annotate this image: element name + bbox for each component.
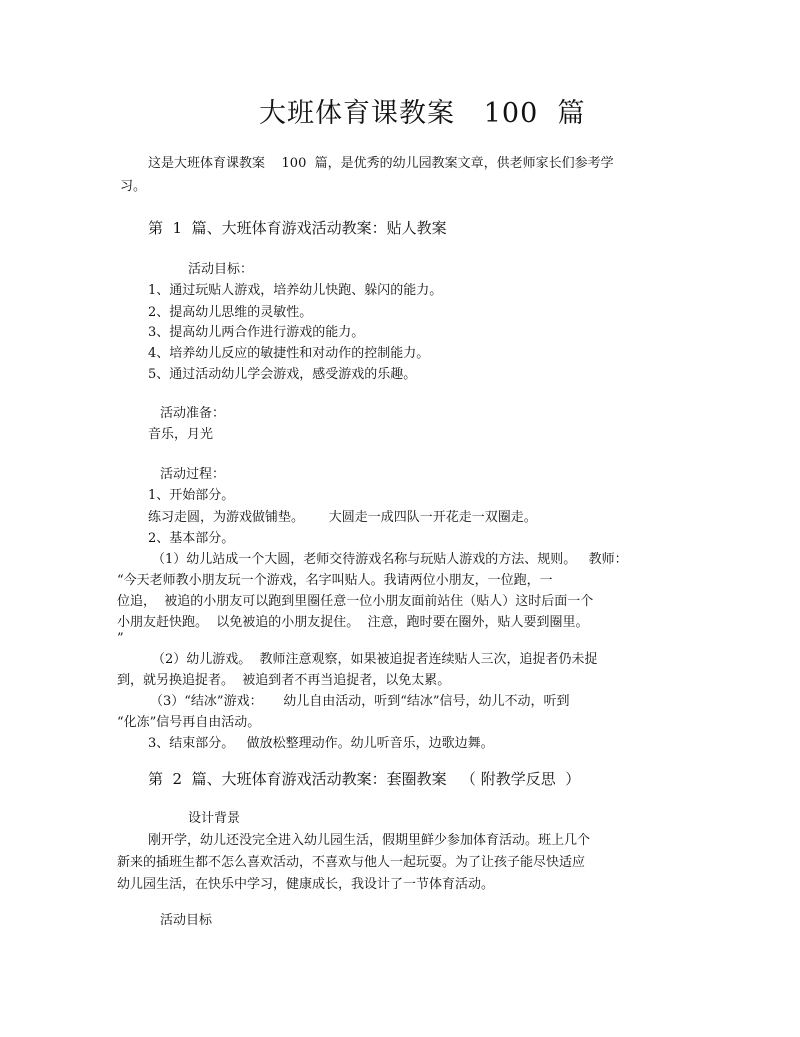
background-line: 新来的插班生都不怎么喜欢活动，不喜欢与他人一起玩耍。为了让孩子能尽快适应	[117, 855, 586, 870]
process-line: “今天老师教小朋友玩一个游戏，名字叫贴人。我请两位小朋友，一位跑，一	[117, 573, 553, 588]
intro-paragraph-line: 这是大班体育课教案 100 篇，是优秀的幼儿园教案文章，供老师家长们参考学	[148, 156, 614, 171]
activity-prep-text: 音乐，月光	[148, 427, 214, 442]
process-line: 练习走圆，为游戏做铺垫。 大圆走一成四队一开花走一双圈走。	[148, 510, 537, 525]
document-title: 大班体育课教案 100 篇	[259, 98, 586, 129]
background-line: 幼儿园生活，在快乐中学习，健康成长，我设计了一节体育活动。	[117, 877, 495, 892]
activity-process-label: 活动过程：	[160, 467, 226, 482]
design-background-label: 设计背景	[188, 811, 241, 826]
process-line: 小朋友赶快跑。 以免被追的小朋友捉住。 注意，跑时要在圈外，贴人要到圈里。	[117, 615, 589, 630]
activity-prep-label: 活动准备：	[160, 406, 226, 421]
section-2-heading: 第 2 篇、大班体育游戏活动教案：套圈教案 （ 附教学反思 ）	[148, 770, 581, 788]
process-line: 位追， 被追的小朋友可以跑到里圈任意一位小朋友面前站住（贴人）这时后面一个	[117, 594, 594, 609]
goal-item: 1、通过玩贴人游戏，培养幼儿快跑、躲闪的能力。	[148, 283, 443, 298]
process-line: 2、基本部分。	[148, 531, 235, 546]
process-line: “化冻”信号再自由活动。	[117, 715, 261, 730]
goal-item: 4、培养幼儿反应的敏捷性和对动作的控制能力。	[148, 346, 430, 361]
intro-paragraph-line: 习。	[120, 179, 147, 194]
background-line: 刚开学，幼儿还没完全进入幼儿园生活，假期里鲜少参加体育活动。班上几个	[148, 833, 591, 848]
process-line: 1、开始部分。	[148, 488, 235, 503]
process-line: （1）幼儿站成一个大圆，老师交待游戏名称与玩贴人游戏的方法、规则。 教师：	[152, 552, 628, 567]
activity-goals-label: 活动目标：	[188, 262, 254, 277]
process-line: 3、结束部分。 做放松整理动作。幼儿听音乐，边歌边舞。	[148, 736, 494, 751]
goal-item: 2、提高幼儿思维的灵敏性。	[148, 305, 313, 320]
section-1-heading: 第 1 篇、大班体育游戏活动教案：贴人教案	[148, 219, 447, 237]
process-line: ”	[117, 631, 124, 646]
process-line: （2）幼儿游戏。 教师注意观察，如果被追捉者连续贴人三次，追捉者仍未捉	[152, 652, 598, 667]
section-2-goals-label: 活动目标	[160, 913, 213, 928]
goal-item: 5、通过活动幼儿学会游戏，感受游戏的乐趣。	[148, 367, 417, 382]
goal-item: 3、提高幼儿两合作进行游戏的能力。	[148, 325, 365, 340]
process-line: 到，就另换追捉者。 被追到者不再当追捉者，以免太累。	[117, 673, 451, 688]
process-line: （3）“结冰”游戏： 幼儿自由活动，听到“结冰”信号，幼儿不动，听到	[150, 694, 570, 709]
